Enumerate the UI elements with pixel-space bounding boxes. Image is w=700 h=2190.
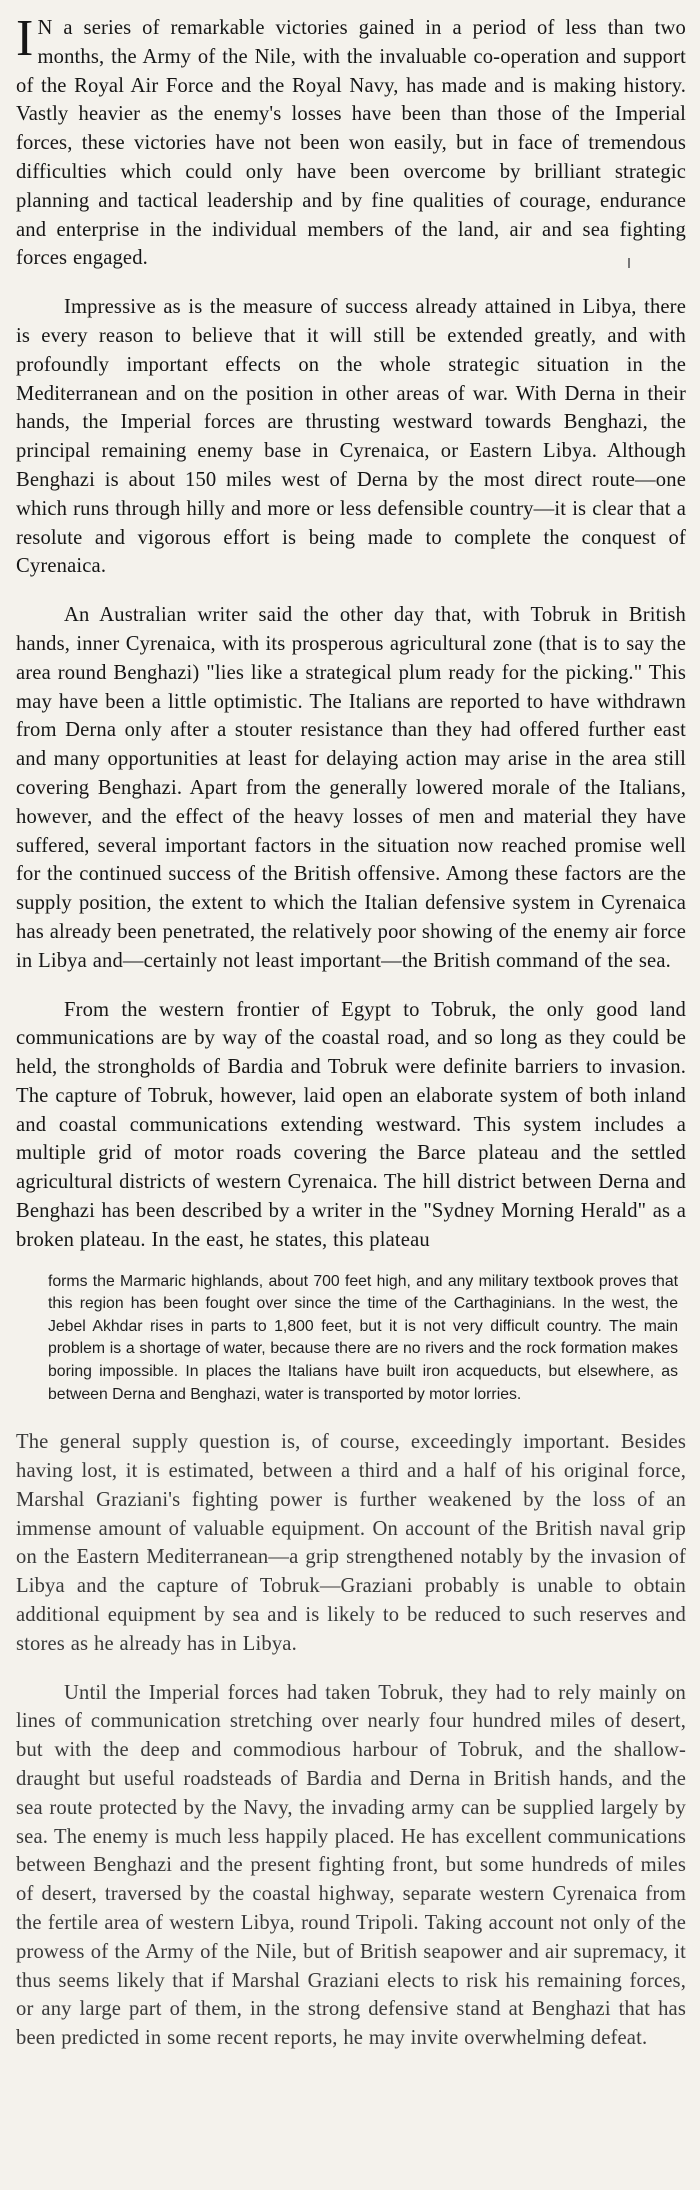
article-paragraph-4: From the western frontier of Egypt to Tobruk, the only good land communications are by way of the coastal road, and so long as they could be held, the strongholds of Bardia and Tobruk were definite barriers to invasion. The capture of Tobruk, however, laid open an elaborate system of both inland and coastal communications extending westward. This system includes a multiple grid of motor roads covering the Barce plateau and the settled agricultural districts of western Cyrenaica. The hill district between Derna and Benghazi has been described by a writer in the "Sydney Morning Herald" as a broken plateau. In the east, he states, this plateau <box>16 998 686 1251</box>
paragraph-1-text: N a series of remarkable victories gained in a period of less than two months, the Army of the Nile, with the invaluable co-operation and support of the Royal Air Force and the Royal Navy, has made and is making history. Vastly heavier as the enemy's losses have been than those of the Imperial forces, these victories have not been won easily, but in face of tremendous difficulties which could only have been overcome by brilliant strategic planning and tactical leadership and by fine qualities of courage, endurance and enterprise in the individual members of the land, air and sea fighting forces engaged. <box>16 17 686 270</box>
article-paragraph-1 <box>16 10 686 273</box>
scan-mark <box>628 258 630 268</box>
article-paragraph-3: An Australian writer said the other day that, with Tobruk in British hands, inner Cyrenaica, with its prosperous agricultural zone (that is to say the area round Benghazi) "lies like a strategical plum ready for the picking." This may have been a little optimistic. The Italians are reported to have withdrawn from Derna only after a stouter resistance than they had offered further east and many opportunities at least for delaying action may arise in the area still covering Benghazi. Apart from the generally lowered morale of the Italians, however, and the effect of the heavy losses of men and material they have suffered, several important factors in the situation now reached promise well for the continued success of the British offensive. Among these factors are the supply position, the extent to which the Italian defensive system in Cyrenaica has already been penetrated, the relatively poor showing of the enemy air force in Libya and—certainly not least important—the British command of the sea. <box>16 604 686 972</box>
article-paragraph-2: Impressive as is the measure of success already attained in Libya, there is every reason to believe that it will still be extended greatly, and with profoundly important effects on the whole strategic situation in the Mediterranean and on the position in other areas of war. With Derna in their hands, the Imperial forces are thrusting westward towards Benghazi, the principal remaining enemy base in Cyrenaica, or Eastern Libya. Although Benghazi is about 150 miles west of Derna by the most direct route—one which runs through hilly and more or less defensible country—it is clear that a resolute and vigorous effort is being made to complete the conquest of Cyrenaica. <box>16 296 686 578</box>
article-paragraph-5: The general supply question is, of course, exceedingly important. Besides having lost, it is estimated, between a third and a half of his original force, Marshal Graziani's fighting power is further weakened by the loss of an immense amount of valuable equipment. On account of the British naval grip on the Eastern Mediterranean—a grip strengthened notably by the invasion of Libya and the capture of Tobruk—Graziani probably is unable to obtain additional equipment by sea and is likely to be reduced to such reserves and stores as he already has in Libya. <box>16 1431 686 1655</box>
block-quote: forms the Marmaric highlands, about 700 feet high, and any military textbook proves that this region has been fought over since the time of the Carthaginians. In the west, the Jebel Akhdar rises in parts to 1,800 feet, but it is not very difficult country. The main problem is a shortage of water, because there are no rivers and the rock formation makes boring impossible. In places the Italians have built iron acqueducts, but elsewhere, as between Derna and Benghazi, water is transported by motor lorries. <box>48 1272 678 1403</box>
article-paragraph-6: Until the Imperial forces had taken Tobruk, they had to rely mainly on lines of communication stretching over nearly four hundred miles of desert, but with the deep and commodious harbour of Tobruk, and the shallow-draught but useful roadsteads of Bardia and Derna in British hands, and the sea route protected by the Navy, the invading army can be supplied largely by sea. The enemy is much less happily placed. He has excellent communications between Benghazi and the present fighting front, but some hundreds of miles of desert, traversed by the coastal highway, separate western Cyrenaica from the fertile area of western Libya, round Tripoli. Taking account not only of the prowess of the Army of the Nile, but of British seapower and air supremacy, it thus seems likely that if Marshal Graziani elects to risk his remaining forces, or any large part of them, in the strong defensive stand at Benghazi that has been predicted in some recent reports, he may invite overwhelming defeat. <box>16 1681 686 2050</box>
drop-cap: I <box>16 10 34 67</box>
